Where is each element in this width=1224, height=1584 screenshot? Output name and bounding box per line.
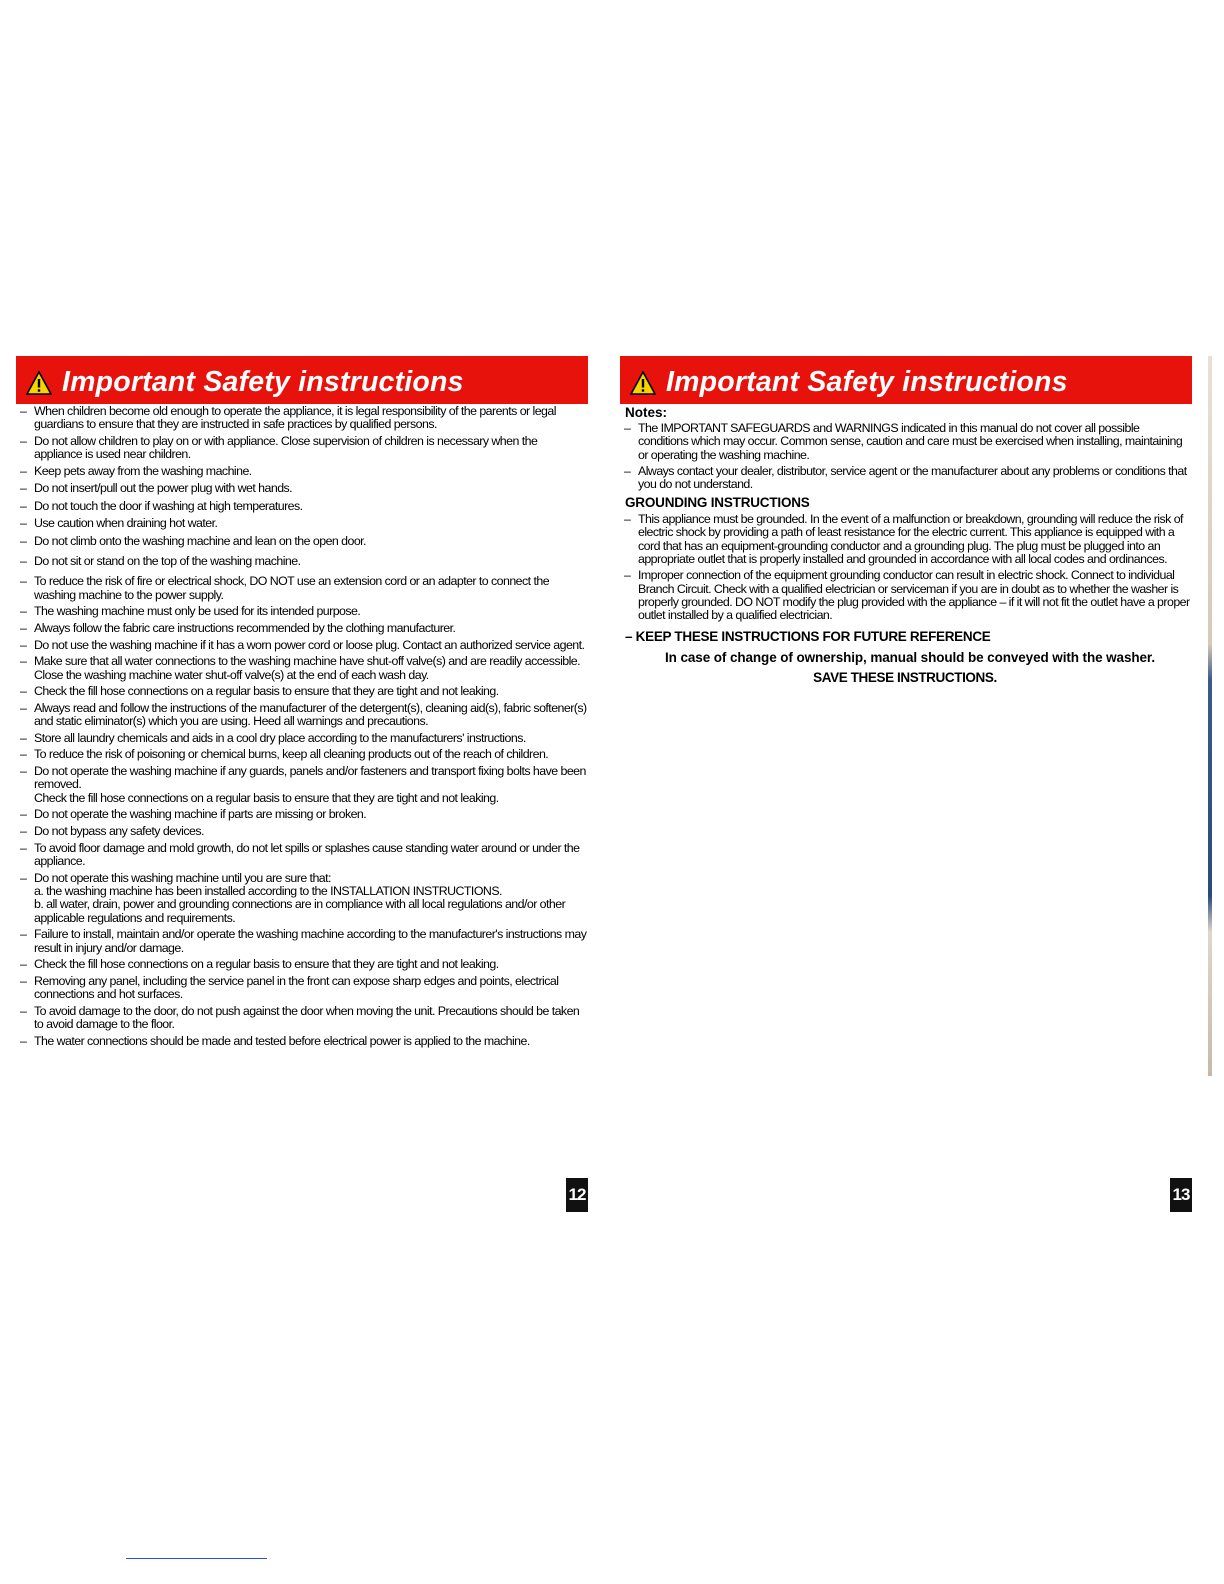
list-item: – Always read and follow the instructions of the manufacturer of the detergent(s), cleaning aid(s), fabric softener(s) and static eliminator(s) which you are using. Heed all warnings and precautions.: [20, 702, 588, 729]
list-item: – Do not insert/pull out the power plug with wet hands.: [20, 482, 588, 495]
list-item: – Check the fill hose connections on a regular basis to ensure that they are tight and not leaking.: [20, 958, 588, 971]
list-item-text: Do not operate the washing machine if any guards, panels and/or fasteners and transport fixing bolts have been removed.: [34, 764, 586, 792]
list-item: – To avoid floor damage and mold growth, do not let spills or splashes cause standing water around or under the appliance.: [20, 842, 588, 869]
list-item: – Do not touch the door if washing at high temperatures.: [20, 500, 588, 513]
list-item: – Do not bypass any safety devices.: [20, 825, 588, 838]
list-item: – To avoid damage to the door, do not push against the door when moving the unit. Precautions should be taken to avoid damage to the floor.: [20, 1005, 588, 1032]
list-item: – Make sure that all water connections to the washing machine have shut-off valve(s) and are readily accessible. Close the washing machine water shut-off valve(s) at the end of each wash day.: [20, 655, 588, 682]
page-title: Important Safety instructions: [666, 366, 1068, 398]
list-item: – This appliance must be grounded. In the event of a malfunction or breakdown, grounding will reduce the risk of electric shock by providing a path of least resistance for the electric current. This appliance is equipped with a cord that has an equipment-grounding conductor and a grounding plug. The plug must be plugged into an appropriate outlet that is properly installed and grounded in accordance with all local codes and ordinances.: [624, 513, 1192, 567]
list-item: – When children become old enough to operate the appliance, it is legal responsibility of the parents or legal guardians to ensure that they are instructed in safe practices by qualified persons.: [20, 405, 588, 432]
list-item: – Failure to install, maintain and/or operate the washing machine according to the manufacturer's instructions may result in injury and/or damage.: [20, 928, 588, 955]
warning-icon: [26, 371, 52, 395]
list-item: – The washing machine must only be used for its intended purpose.: [20, 605, 588, 618]
ownership-note: In case of change of ownership, manual should be conveyed with the washer.: [665, 649, 1155, 665]
list-item: – Do not allow children to play on or with appliance. Close supervision of children is necessary when the appliance is used near children.: [20, 435, 588, 462]
list-item: [20, 765, 588, 805]
left-page: [16, 356, 588, 1052]
safety-list: [16, 405, 588, 1048]
right-title-banner: [620, 356, 1192, 404]
grounding-list: [620, 513, 1192, 623]
right-page: [620, 356, 1192, 685]
page-title: Important Safety instructions: [62, 366, 464, 398]
list-item: – To reduce the risk of fire or electrical shock, DO NOT use an extension cord or an adapter to connect the washing machine to the power supply.: [20, 575, 588, 602]
list-item: – Keep pets away from the washing machine.: [20, 465, 588, 478]
list-item-subtext-a: a. the washing machine has been installed according to the INSTALLATION INSTRUCTIONS.: [34, 884, 502, 898]
list-item: – Improper connection of the equipment grounding conductor can result in electric shock. Connect to individual Branch Circuit. Check with a qualified electrician or serviceman if you are in doubt as to whether the washer is properly grounded. DO NOT modify the plug provided with the appliance – if it will not fit the outlet have a proper outlet installed by a qualified electrician.: [624, 569, 1192, 623]
list-item: – Removing any panel, including the service panel in the front can expose sharp edges and points, electrical connections and hot surfaces.: [20, 975, 588, 1002]
edge-strip: [1208, 356, 1212, 1076]
notes-label: Notes:: [625, 405, 668, 420]
save-instructions: SAVE THESE INSTRUCTIONS.: [813, 669, 997, 685]
page-number: 12: [566, 1178, 588, 1212]
keep-instructions: – KEEP THESE INSTRUCTIONS FOR FUTURE REFERENCE: [625, 628, 991, 644]
list-item: – Always contact your dealer, distributor, service agent or the manufacturer about any problems or conditions that you do not understand.: [624, 465, 1192, 492]
list-item: – Do not sit or stand on the top of the washing machine.: [20, 555, 588, 568]
list-item: – Store all laundry chemicals and aids in a cool dry place according to the manufacturers' instructions.: [20, 732, 588, 745]
list-item: – Check the fill hose connections on a regular basis to ensure that they are tight and not leaking.: [20, 685, 588, 698]
list-item: – The IMPORTANT SAFEGUARDS and WARNINGS indicated in this manual do not cover all possible conditions which may occur. Common sense, caution and care must be exercised when installing, maintaining or operating the washing machine.: [624, 422, 1192, 462]
list-item-text: Do not operate this washing machine until you are sure that:: [34, 870, 331, 885]
warning-icon: [630, 371, 656, 395]
list-item: – To reduce the risk of poisoning or chemical burns, keep all cleaning products out of the reach of children.: [20, 748, 588, 761]
page-number: 13: [1170, 1178, 1192, 1212]
notes-list: [620, 422, 1192, 492]
list-item-subtext-b: b. all water, drain, power and grounding connections are in compliance with all local regulations and/or other applicable regulations and requirements.: [34, 897, 566, 925]
list-item: – Use caution when draining hot water.: [20, 517, 588, 530]
list-item: – Do not climb onto the washing machine and lean on the open door.: [20, 535, 588, 548]
divider-line: [126, 1558, 267, 1559]
list-item: – Do not use the washing machine if it has a worn power cord or loose plug. Contact an authorized service agent.: [20, 639, 588, 652]
list-item: – Do not operate the washing machine if parts are missing or broken.: [20, 808, 588, 821]
list-item-subtext: Check the fill hose connections on a regular basis to ensure that they are tight and not leaking.: [34, 790, 499, 805]
list-item: – The water connections should be made and tested before electrical power is applied to the machine.: [20, 1035, 588, 1048]
list-item: [20, 872, 588, 926]
grounding-heading: GROUNDING INSTRUCTIONS: [625, 494, 810, 510]
list-item: – Always follow the fabric care instructions recommended by the clothing manufacturer.: [20, 622, 588, 635]
left-title-banner: [16, 356, 588, 404]
